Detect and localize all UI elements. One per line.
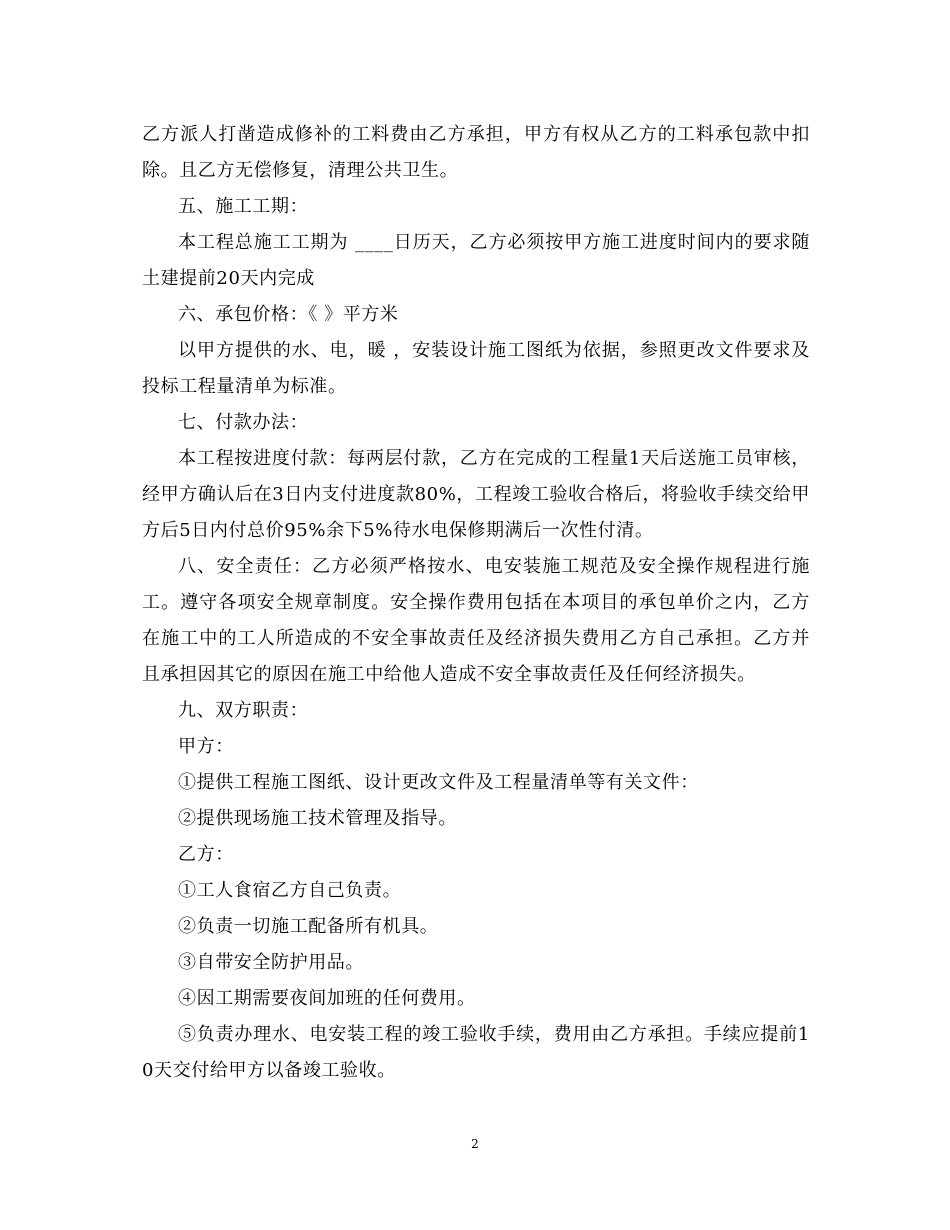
list-item-party-a-2: ②提供现场施工技术管理及指导。 (178, 808, 457, 829)
list-item-party-b-1: ①工人食宿乙方自己负责。 (178, 880, 402, 901)
document-body (142, 117, 810, 1089)
label-party-b: 乙方： (178, 844, 234, 865)
paragraph-repair-cost: 乙方派人打凿造成修补的工料费由乙方承担，甲方有权从乙方的工料承包款中扣除。且乙方无偿修复，清理公共卫生。 (142, 124, 810, 181)
paragraph-safety-responsibility: 八、安全责任：乙方必须严格按水、电安装施工规范及安全操作规程进行施工。遵守各项安全规章制度。安全操作费用包括在本项目的承包单价之内，乙方在施工中的工人所造成的不安全事故责任及经济损失费用乙方自己承担。乙方并且承担因其它的原因在施工中给他人造成不安全事故责任及任何经济损失。 (142, 556, 810, 685)
paragraph-payment-method: 本工程按进度付款：每两层付款，乙方在完成的工程量1天后送施工员审核，经甲方确认后在3日内支付进度款80%，工程竣工验收合格后，将验收手续交给甲方后5日内付总价95%余下5%待水电保修期满后一次性付清。 (142, 448, 810, 541)
heading-duties: 九、双方职责： (178, 700, 309, 721)
list-item-party-b-3: ③自带安全防护用品。 (178, 952, 364, 973)
list-item-party-b-2: ②负责一切施工配备所有机具。 (178, 916, 439, 937)
list-item-party-a-1: ①提供工程施工图纸、设计更改文件及工程量清单等有关文件： (178, 772, 699, 793)
page-number: 2 (471, 1137, 479, 1151)
list-item-party-b-4: ④因工期需要夜间加班的任何费用。 (178, 988, 476, 1009)
heading-contract-price: 六、承包价格：《 》平方米 (178, 304, 399, 325)
heading-construction-period: 五、施工工期： (178, 196, 309, 217)
paragraph-contract-price: 以甲方提供的水、电，暖 ，安装设计施工图纸为依据，参照更改文件要求及投标工程量清单为标准。 (142, 340, 810, 397)
paragraph-construction-period: 本工程总施工工期为 ____日历天，乙方必须按甲方施工进度时间内的要求随土建提前20天内完成 (142, 232, 810, 289)
label-party-a: 甲方： (178, 736, 234, 757)
heading-payment-method: 七、付款办法： (178, 412, 309, 433)
list-item-party-b-5: ⑤负责办理水、电安装工程的竣工验收手续，费用由乙方承担。手续应提前10天交付给甲方以备竣工验收。 (142, 1024, 810, 1081)
